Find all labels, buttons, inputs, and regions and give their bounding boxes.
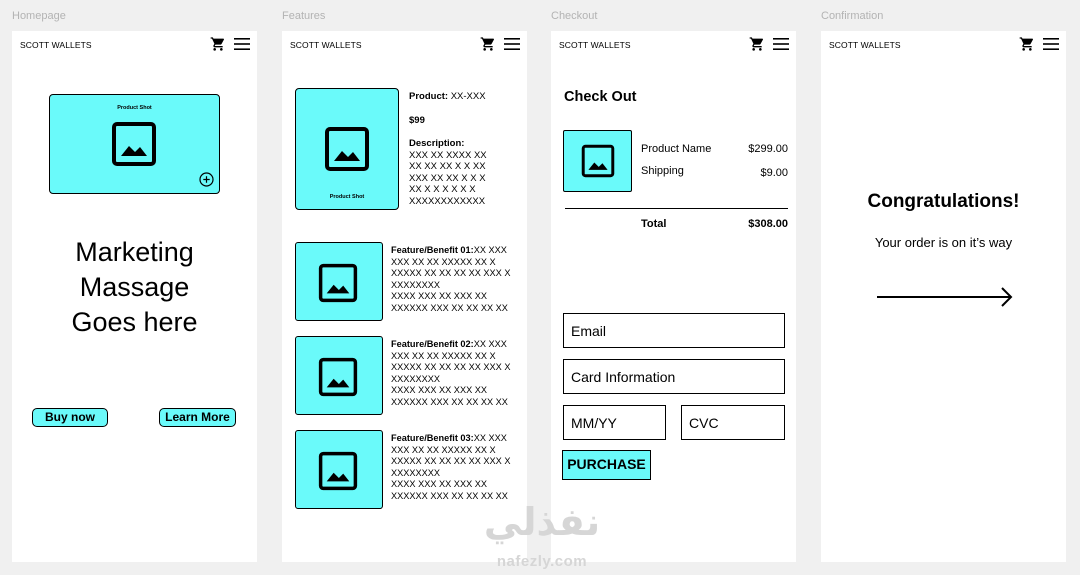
brand-logo[interactable]: SCOTT WALLETS (559, 40, 631, 50)
benefit-line: XX XXX (473, 339, 507, 349)
homepage-frame (12, 31, 257, 562)
image-placeholder-icon (318, 451, 358, 491)
plus-circle-icon[interactable] (199, 172, 214, 187)
description-line: XXX XX XXXX XX (409, 149, 487, 161)
benefit-line: XXXXX XX XX XX XX XXX X (391, 456, 511, 467)
product-price: $99 (409, 114, 425, 126)
marketing-line: Massage (79, 272, 190, 302)
expiry-field[interactable] (563, 405, 666, 440)
checkout-title: Check Out (564, 89, 637, 105)
shipping-price: $9.00 (760, 167, 788, 179)
marketing-line: Goes here (71, 307, 198, 337)
learn-more-button[interactable]: Learn More (159, 408, 236, 427)
watermark-logo: نفذلي (483, 500, 601, 544)
total-label: Total (641, 218, 667, 230)
benefit-line: XXXXXXXX (391, 467, 441, 478)
hamburger-menu-icon[interactable] (234, 38, 250, 50)
benefit-image (295, 430, 383, 509)
benefit-line: XXXXXXXX (391, 373, 441, 384)
benefit-title: Feature/Benefit 02: (391, 339, 474, 349)
total-value: $308.00 (748, 218, 788, 230)
benefit-line: XXXXXXXX (391, 279, 441, 290)
features-frame (282, 31, 527, 562)
benefit-text (391, 339, 525, 409)
benefit-line: XXXXXX XXX XX XX XX XX (391, 490, 508, 501)
confirmation-frame (821, 31, 1066, 562)
cart-icon[interactable] (480, 36, 496, 52)
cart-icon[interactable] (1019, 36, 1035, 52)
image-placeholder-icon (581, 144, 615, 178)
benefit-line: XX XXX (473, 433, 507, 443)
benefit-image (295, 242, 383, 321)
brand-logo[interactable]: SCOTT WALLETS (20, 40, 92, 50)
brand-logo[interactable]: SCOTT WALLETS (829, 40, 901, 50)
watermark-url: nafezly.com (496, 553, 588, 570)
card-information-field[interactable] (563, 359, 785, 394)
divider (565, 208, 788, 209)
image-placeholder-icon (111, 121, 157, 167)
product-value: XX-XXX (450, 91, 486, 102)
description-line: XXX XX XX X X X (409, 172, 486, 184)
product-info (409, 91, 524, 207)
image-placeholder-icon (318, 357, 358, 397)
product-shot-label: Product Shot (329, 194, 365, 200)
product-shot-label: Product Shot (117, 105, 152, 111)
benefit-line: XXX XX XX XXXXX XX X (391, 350, 496, 361)
frame-label-confirmation: Confirmation (821, 10, 884, 22)
checkout-frame (551, 31, 796, 562)
purchase-button[interactable]: PURCHASE (562, 450, 651, 480)
marketing-message (12, 235, 257, 340)
email-field[interactable] (563, 313, 785, 348)
description-line: XX X X X X X X (409, 184, 476, 195)
cvc-field[interactable] (681, 405, 785, 440)
benefit-line: XXXX XXX XX XXX XX (391, 479, 488, 490)
benefit-title: Feature/Benefit 01: (391, 245, 474, 255)
benefit-title: Feature/Benefit 03: (391, 433, 474, 443)
product-label: Product: (409, 91, 449, 102)
benefit-line: XX XXX (473, 245, 507, 255)
hamburger-menu-icon[interactable] (773, 38, 789, 50)
product-code (409, 91, 524, 103)
hero-product-shot (49, 94, 220, 194)
frame-label-checkout: Checkout (551, 10, 598, 22)
image-placeholder-icon (318, 263, 358, 303)
brand-logo[interactable]: SCOTT WALLETS (290, 40, 362, 50)
benefit-line: XXXX XXX XX XXX XX (391, 385, 488, 396)
checkout-product-image (563, 130, 632, 192)
description-line: XXXXXXXXXXXX (409, 195, 486, 207)
frame-label-features: Features (282, 10, 326, 22)
benefit-text (391, 245, 525, 315)
benefit-line: XXXXXX XXX XX XX XX XX (391, 302, 508, 313)
confirmation-message: Your order is on it’s way (874, 235, 1013, 250)
shipping-label: Shipping (641, 165, 684, 177)
description-line: XX XX XX X X XX (409, 161, 486, 172)
benefit-line: XXXX XXX XX XXX XX (391, 291, 488, 302)
confirmation-title: Congratulations! (867, 191, 1020, 212)
benefit-line: XXXXX XX XX XX XX XXX X (391, 362, 511, 373)
benefit-line: XXX XX XX XXXXX XX X (391, 444, 496, 455)
marketing-line: Marketing (75, 237, 194, 267)
cart-icon[interactable] (210, 36, 226, 52)
feature-product-shot (295, 88, 399, 210)
frame-label-homepage: Homepage (12, 10, 66, 22)
product-name: Product Name (641, 143, 712, 155)
hamburger-menu-icon[interactable] (504, 38, 520, 50)
buy-now-button[interactable]: Buy now (32, 408, 108, 427)
product-price: $299.00 (748, 143, 788, 155)
cart-icon[interactable] (749, 36, 765, 52)
arrow-right-icon[interactable] (875, 286, 1015, 308)
hamburger-menu-icon[interactable] (1043, 38, 1059, 50)
benefit-line: XXXXXX XXX XX XX XX XX (391, 396, 508, 407)
benefit-text (391, 433, 525, 503)
benefit-image (295, 336, 383, 415)
benefit-line: XXX XX XX XXXXX XX X (391, 256, 496, 267)
benefit-line: XXXXX XX XX XX XX XXX X (391, 268, 511, 279)
image-placeholder-icon (324, 126, 370, 172)
description-label: Description: (409, 138, 465, 149)
